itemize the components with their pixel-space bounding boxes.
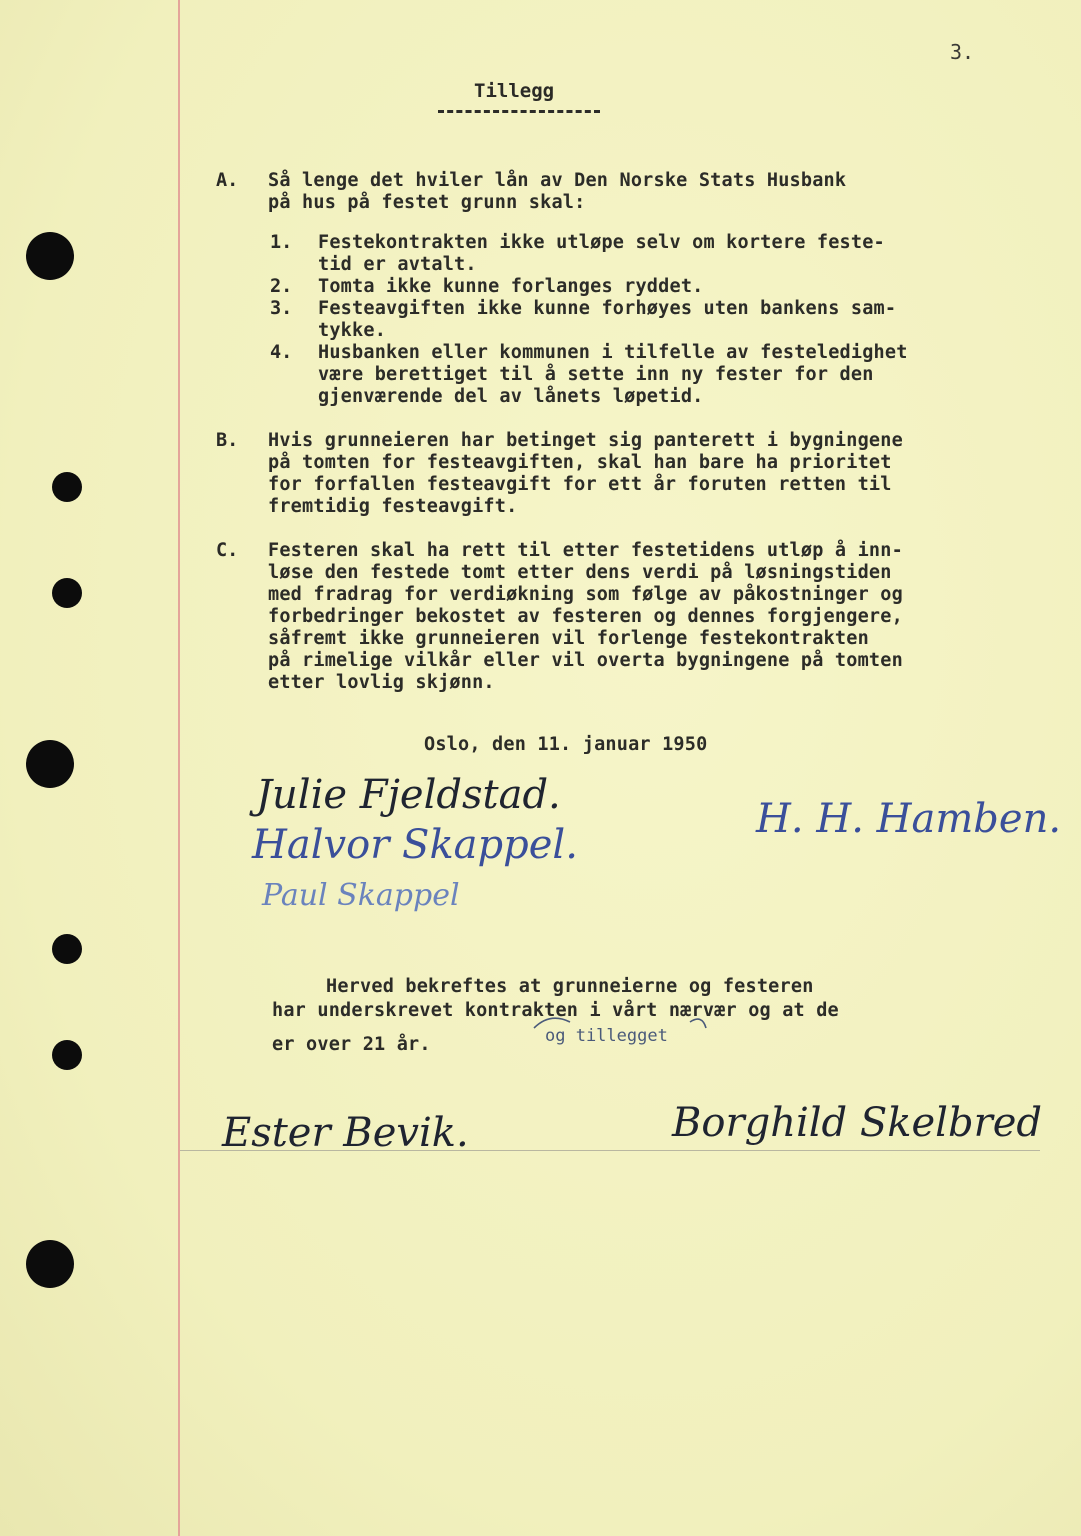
section-c-line: etter lovlig skjønn. (268, 672, 495, 693)
section-c-line: forbedringer bekostet av festeren og dennes forgjengere, (268, 606, 903, 627)
item-3-line: tykke. (318, 320, 387, 341)
item-4-number: 4. (270, 342, 293, 363)
punch-hole-3 (52, 578, 82, 608)
signature-hamben: H. H. Hamben. (756, 796, 1062, 842)
confirmation-line: Herved bekreftes at grunneierne og festeren (326, 976, 814, 997)
signature-borghild-skelbred: Borghild Skelbred (672, 1100, 1042, 1146)
section-b-line: fremtidig festeavgift. (268, 496, 518, 517)
item-4-line: gjenværende del av lånets løpetid. (318, 386, 704, 407)
section-b-line: for forfallen festeavgift for ett år foruten retten til (268, 474, 892, 495)
confirmation-line: er over 21 år. (272, 1034, 431, 1055)
item-4-line: være berettiget til å sette inn ny fester for den (318, 364, 874, 385)
punch-hole-5 (52, 934, 82, 964)
section-b-line: Hvis grunneieren har betinget sig panterett i bygningene (268, 430, 903, 451)
punch-hole-4 (26, 740, 74, 788)
punch-hole-2 (52, 472, 82, 502)
section-a-line: Så lenge det hviler lån av Den Norske Stats Husbank (268, 170, 847, 191)
signature-halvor-skappel: Halvor Skappel. (252, 822, 578, 868)
insertion-text: og tillegget (545, 1026, 668, 1046)
section-c-line: på rimelige vilkår eller vil overta bygningene på tomten (268, 650, 903, 671)
page-number: 3. (950, 40, 975, 64)
confirmation-line: har underskrevet kontrakten i vårt nærvær og at de (272, 1000, 839, 1021)
item-2-number: 2. (270, 276, 293, 297)
section-c-line: med fradrag for verdiøkning som følge av påkostninger og (268, 584, 903, 605)
punch-hole-6 (52, 1040, 82, 1070)
section-a-line: på hus på festet grunn skal: (268, 192, 586, 213)
item-1-line: Festekontrakten ikke utløpe selv om kortere feste- (318, 232, 885, 253)
item-1-number: 1. (270, 232, 293, 253)
section-c-line: Festeren skal ha rett til etter festetidens utløp å inn- (268, 540, 903, 561)
item-1-line: tid er avtalt. (318, 254, 477, 275)
section-c-marker: C. (216, 540, 239, 561)
section-c-line: løse den festede tomt etter dens verdi på løsningstiden (268, 562, 892, 583)
punch-hole-7 (26, 1240, 74, 1288)
item-2-line: Tomta ikke kunne forlanges ryddet. (318, 276, 704, 297)
title-underline (438, 110, 600, 113)
item-4-line: Husbanken eller kommunen i tilfelle av festeledighet (318, 342, 908, 363)
margin-line (178, 0, 180, 1536)
section-a-marker: A. (216, 170, 239, 191)
signature-paul-skappel: Paul Skappel (262, 878, 460, 913)
section-c-line: såfremt ikke grunneieren vil forlenge festekontrakten (268, 628, 869, 649)
section-b-marker: B. (216, 430, 239, 451)
item-3-line: Festeavgiften ikke kunne forhøyes uten bankens sam- (318, 298, 897, 319)
signature-ester-bevik: Ester Bevik. (222, 1110, 469, 1156)
punch-hole-1 (26, 232, 74, 280)
section-b-line: på tomten for festeavgiften, skal han bare ha prioritet (268, 452, 892, 473)
item-3-number: 3. (270, 298, 293, 319)
page-title: Tillegg (474, 80, 555, 102)
signature-julie-fjeldstad: Julie Fjeldstad. (256, 772, 561, 818)
place-date: Oslo, den 11. januar 1950 (424, 734, 708, 755)
